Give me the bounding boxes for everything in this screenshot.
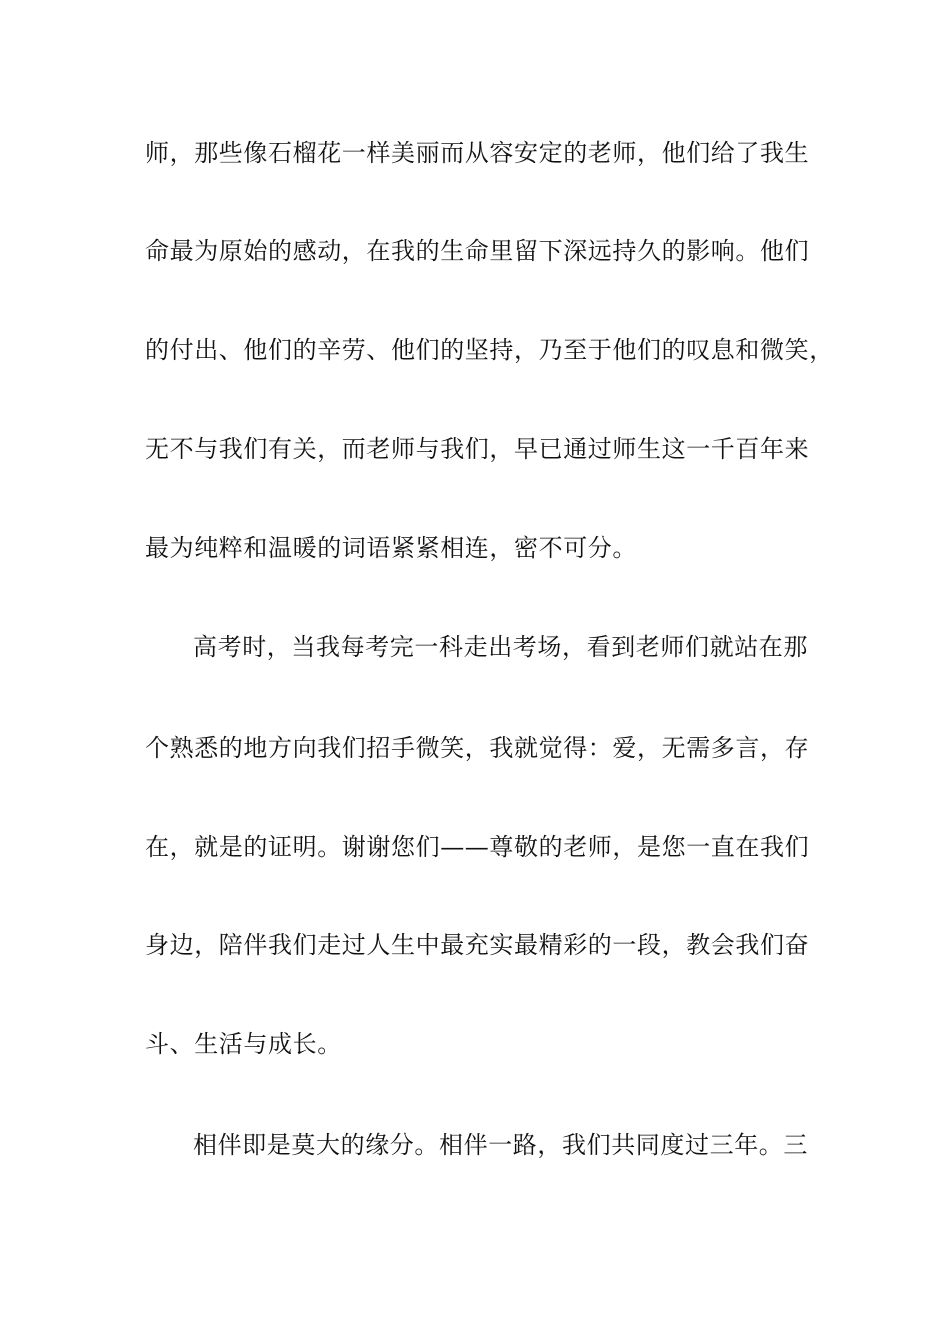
text-line: 的付出、他们的辛劳、他们的坚持，乃至于他们的叹息和微笑， [145,336,834,364]
text-line: 师，那些像石榴花一样美丽而从容安定的老师，他们给了我生 [145,139,810,167]
paragraph-first-line: 相伴即是莫大的缘分。相伴一路，我们共同度过三年。三 [193,1131,808,1159]
text-line: 斗、生活与成长。 [145,1030,342,1058]
text-line: 最为纯粹和温暖的词语紧紧相连，密不可分。 [145,534,637,562]
text-line: 在，就是的证明。谢谢您们——尊敬的老师，是您一直在我们 [145,833,810,861]
paragraph-first-line: 高考时，当我每考完一科走出考场，看到老师们就站在那 [193,633,808,661]
text-line: 命最为原始的感动，在我的生命里留下深远持久的影响。他们 [145,237,810,265]
text-line: 个熟悉的地方向我们招手微笑，我就觉得：爱，无需多言，存 [145,734,810,762]
text-line: 无不与我们有关，而老师与我们，早已通过师生这一千百年来 [145,435,810,463]
text-line: 身边，陪伴我们走过人生中最充实最精彩的一段，教会我们奋 [145,931,810,959]
